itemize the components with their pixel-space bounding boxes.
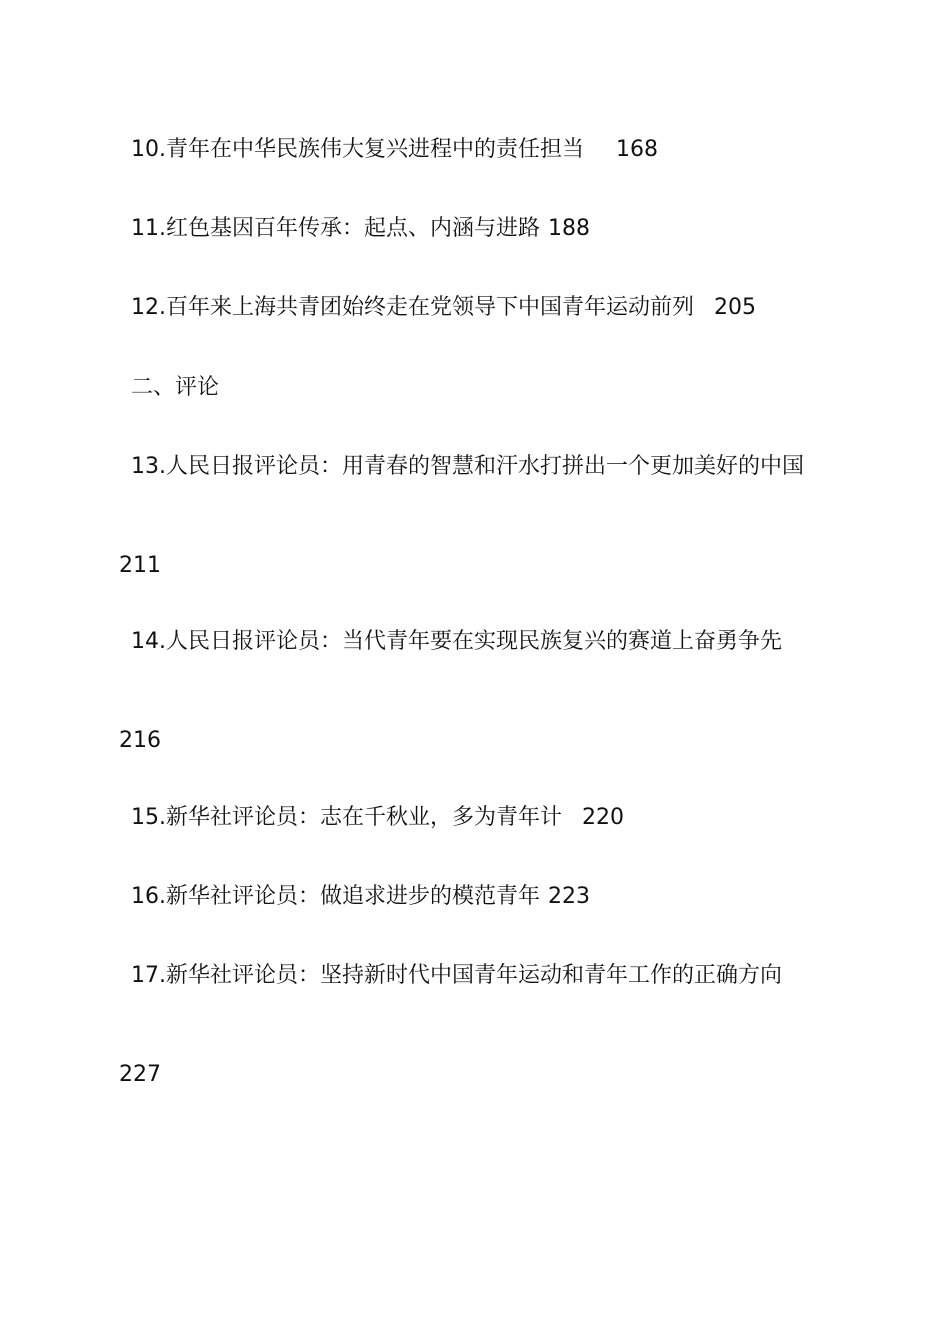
toc-entry-title: 16.新华社评论员：做追求进步的模范青年	[131, 884, 540, 909]
toc-entry-17	[131, 961, 782, 991]
toc-entry-title: 14.人民日报评论员：当代青年要在实现民族复兴的赛道上奋勇争先	[131, 629, 782, 654]
toc-entry-11	[131, 214, 590, 244]
toc-entry-16	[131, 882, 590, 912]
toc-entry-title: 11.红色基因百年传承：起点、内涵与进路	[131, 216, 540, 241]
toc-entry-title: 15.新华社评论员：志在千秋业，多为青年计	[131, 805, 562, 830]
toc-entry-page: 168	[616, 137, 658, 162]
toc-entry-page: 205	[714, 295, 756, 320]
toc-entry-17-page: 227	[119, 1062, 161, 1087]
section-heading-comments: 二、评论	[131, 375, 220, 400]
toc-entry-page: 223	[548, 884, 590, 909]
toc-entry-12	[131, 293, 756, 323]
toc-entry-page: 188	[548, 216, 590, 241]
toc-entry-14	[131, 627, 782, 657]
toc-entry-13	[131, 452, 804, 482]
toc-entry-15	[131, 803, 624, 833]
toc-entry-title: 12.百年来上海共青团始终走在党领导下中国青年运动前列	[131, 295, 694, 320]
toc-entry-title: 17.新华社评论员：坚持新时代中国青年运动和青年工作的正确方向	[131, 963, 782, 988]
toc-entry-13-page: 211	[119, 553, 161, 578]
toc-entry-page: 220	[582, 805, 624, 830]
toc-entry-title: 13.人民日报评论员：用青春的智慧和汗水打拼出一个更加美好的中国	[131, 454, 804, 479]
toc-entry-10	[131, 135, 658, 165]
toc-entry-14-page: 216	[119, 728, 161, 753]
toc-entry-title: 10.青年在中华民族伟大复兴进程中的责任担当	[131, 137, 584, 162]
